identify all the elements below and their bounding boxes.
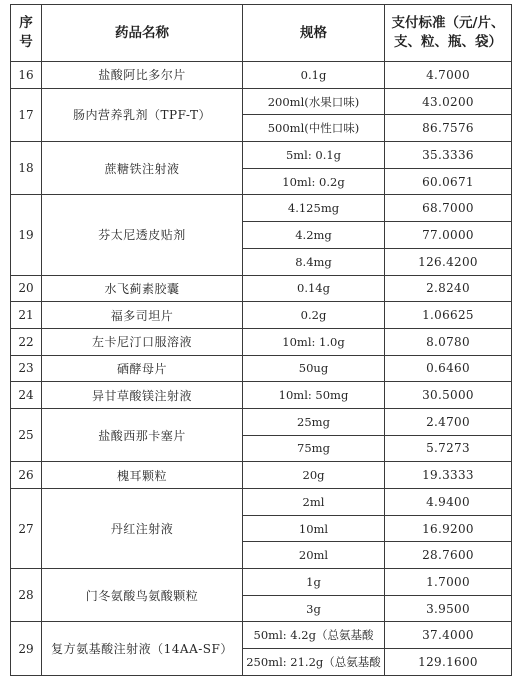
spec-cell: 250ml: 21.2g（总氨基酸 bbox=[243, 649, 385, 676]
price-cell: 4.7000 bbox=[385, 62, 512, 89]
seq-cell: 24 bbox=[11, 382, 42, 409]
seq-cell: 29 bbox=[11, 622, 42, 676]
spec-cell: 20ml bbox=[243, 542, 385, 569]
table-row bbox=[11, 142, 512, 169]
table-row bbox=[11, 408, 512, 435]
price-column-header bbox=[385, 5, 512, 62]
price-header-line2: 支、粒、瓶、袋） bbox=[394, 34, 502, 50]
seq-cell: 28 bbox=[11, 569, 42, 622]
spec-cell: 10ml: 50mg bbox=[243, 382, 385, 409]
spec-column-header: 规格 bbox=[243, 5, 385, 62]
price-cell: 30.5000 bbox=[385, 382, 512, 409]
seq-cell: 18 bbox=[11, 142, 42, 195]
spec-cell: 8.4mg bbox=[243, 248, 385, 275]
spec-cell: 10ml: 1.0g bbox=[243, 328, 385, 355]
seq-cell: 23 bbox=[11, 355, 42, 382]
price-cell: 60.0671 bbox=[385, 168, 512, 195]
price-cell: 4.9400 bbox=[385, 489, 512, 516]
seq-cell: 19 bbox=[11, 195, 42, 275]
seq-header-line1: 序 bbox=[19, 15, 33, 31]
drug-name-cell: 门冬氨酸鸟氨酸颗粒 bbox=[42, 569, 243, 622]
spec-cell: 20g bbox=[243, 462, 385, 489]
price-cell: 16.9200 bbox=[385, 515, 512, 542]
table-header-row bbox=[11, 5, 512, 62]
seq-cell: 17 bbox=[11, 88, 42, 141]
price-cell: 8.0780 bbox=[385, 328, 512, 355]
seq-column-header bbox=[11, 5, 42, 62]
price-cell: 126.4200 bbox=[385, 248, 512, 275]
price-cell: 19.3333 bbox=[385, 462, 512, 489]
drug-name-cell: 福多司坦片 bbox=[42, 302, 243, 329]
price-cell: 43.0200 bbox=[385, 88, 512, 115]
price-cell: 1.7000 bbox=[385, 569, 512, 596]
price-cell: 2.4700 bbox=[385, 408, 512, 435]
drug-name-cell: 槐耳颗粒 bbox=[42, 462, 243, 489]
spec-cell: 3g bbox=[243, 595, 385, 622]
seq-cell: 25 bbox=[11, 408, 42, 461]
spec-cell: 25mg bbox=[243, 408, 385, 435]
spec-cell: 4.125mg bbox=[243, 195, 385, 222]
spec-cell: 2ml bbox=[243, 489, 385, 516]
seq-cell: 16 bbox=[11, 62, 42, 89]
price-cell: 0.6460 bbox=[385, 355, 512, 382]
seq-cell: 22 bbox=[11, 328, 42, 355]
table-row bbox=[11, 355, 512, 382]
price-cell: 77.0000 bbox=[385, 222, 512, 249]
drug-name-cell: 左卡尼汀口服溶液 bbox=[42, 328, 243, 355]
drug-name-cell: 盐酸阿比多尔片 bbox=[42, 62, 243, 89]
table-row bbox=[11, 195, 512, 222]
spec-cell: 1g bbox=[243, 569, 385, 596]
table-row bbox=[11, 569, 512, 596]
table-body bbox=[11, 62, 512, 676]
seq-cell: 26 bbox=[11, 462, 42, 489]
drug-name-cell: 复方氨基酸注射液（14AA-SF） bbox=[42, 622, 243, 676]
spec-cell: 5ml: 0.1g bbox=[243, 142, 385, 169]
spec-cell: 200ml(水果口味) bbox=[243, 88, 385, 115]
drug-name-cell: 肠内营养乳剂（TPF-T） bbox=[42, 88, 243, 141]
price-cell: 1.06625 bbox=[385, 302, 512, 329]
table-row bbox=[11, 382, 512, 409]
seq-cell: 27 bbox=[11, 489, 42, 569]
spec-cell: 0.2g bbox=[243, 302, 385, 329]
spec-cell: 75mg bbox=[243, 435, 385, 462]
price-cell: 5.7273 bbox=[385, 435, 512, 462]
price-cell: 68.7000 bbox=[385, 195, 512, 222]
drug-name-cell: 异甘草酸镁注射液 bbox=[42, 382, 243, 409]
spec-cell: 10ml bbox=[243, 515, 385, 542]
spec-cell: 50ml: 4.2g（总氨基酸 bbox=[243, 622, 385, 649]
drug-name-cell: 蔗糖铁注射液 bbox=[42, 142, 243, 195]
seq-header-line2: 号 bbox=[19, 34, 33, 50]
table-row bbox=[11, 622, 512, 649]
table-row bbox=[11, 328, 512, 355]
drug-name-cell: 盐酸西那卡塞片 bbox=[42, 408, 243, 461]
spec-cell: 0.14g bbox=[243, 275, 385, 302]
drug-payment-standard-table bbox=[10, 4, 512, 676]
table-row bbox=[11, 302, 512, 329]
price-cell: 3.9500 bbox=[385, 595, 512, 622]
table-row bbox=[11, 489, 512, 516]
price-cell: 35.3336 bbox=[385, 142, 512, 169]
drug-name-cell: 丹红注射液 bbox=[42, 489, 243, 569]
name-column-header: 药品名称 bbox=[42, 5, 243, 62]
seq-cell: 20 bbox=[11, 275, 42, 302]
spec-cell: 0.1g bbox=[243, 62, 385, 89]
spec-cell: 50ug bbox=[243, 355, 385, 382]
price-cell: 86.7576 bbox=[385, 115, 512, 142]
price-cell: 129.1600 bbox=[385, 649, 512, 676]
seq-cell: 21 bbox=[11, 302, 42, 329]
price-header-line1: 支付标准（元/片、 bbox=[391, 15, 505, 31]
drug-name-cell: 硒酵母片 bbox=[42, 355, 243, 382]
drug-name-cell: 芬太尼透皮贴剂 bbox=[42, 195, 243, 275]
price-cell: 2.8240 bbox=[385, 275, 512, 302]
price-cell: 28.7600 bbox=[385, 542, 512, 569]
spec-cell: 4.2mg bbox=[243, 222, 385, 249]
price-cell: 37.4000 bbox=[385, 622, 512, 649]
table-row bbox=[11, 88, 512, 115]
table-row bbox=[11, 62, 512, 89]
spec-cell: 10ml: 0.2g bbox=[243, 168, 385, 195]
drug-name-cell: 水飞蓟素胶囊 bbox=[42, 275, 243, 302]
table-row bbox=[11, 462, 512, 489]
table-row bbox=[11, 275, 512, 302]
spec-cell: 500ml(中性口味) bbox=[243, 115, 385, 142]
